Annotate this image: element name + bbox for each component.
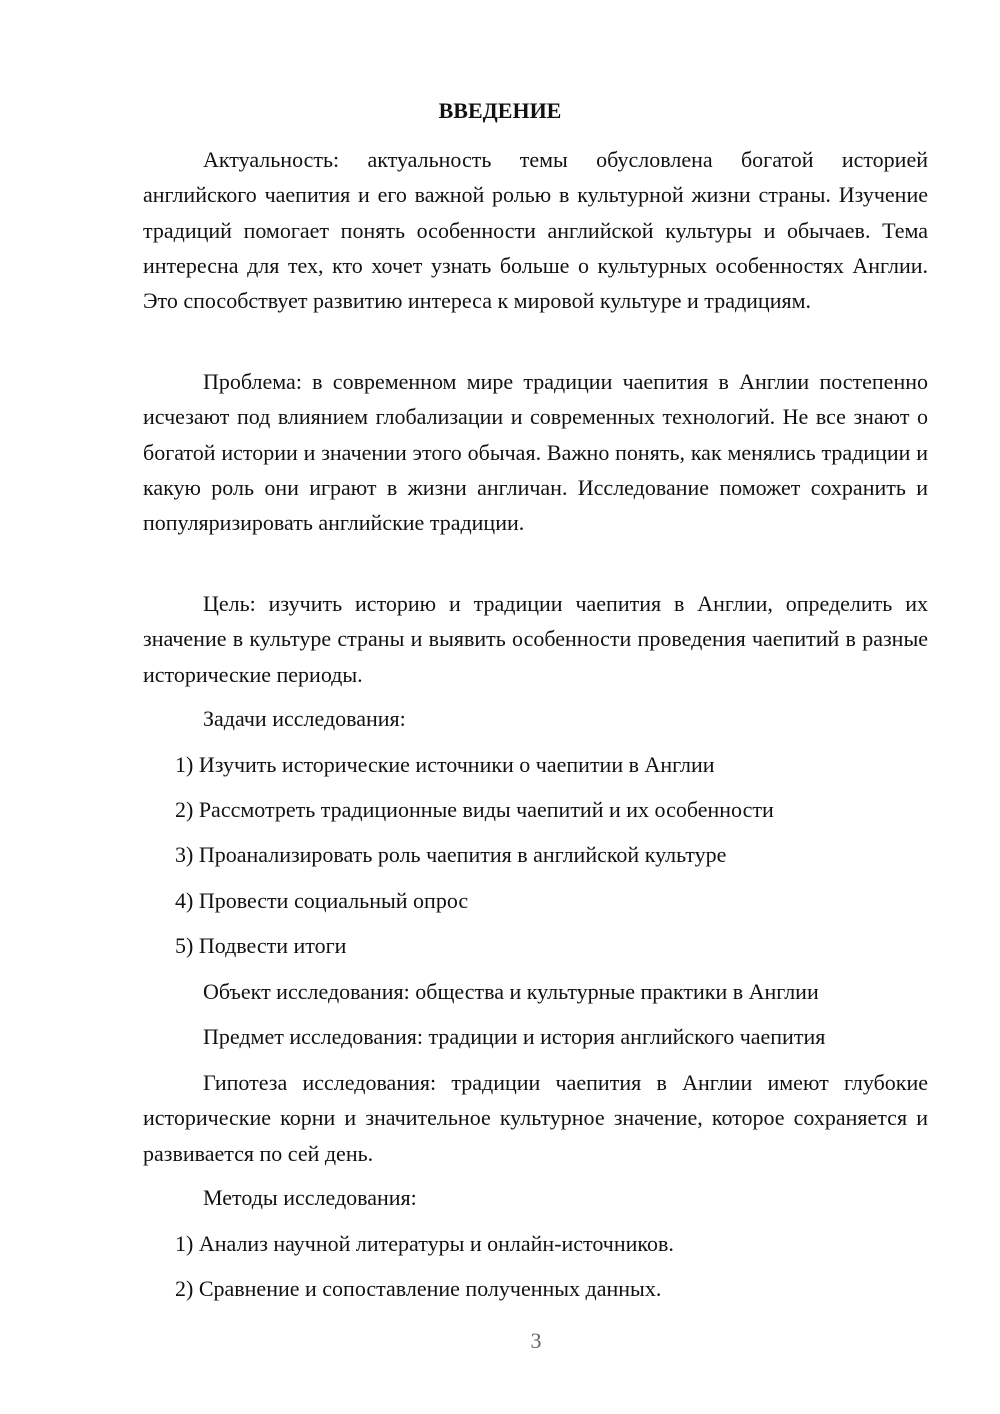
page-number: 3 — [530, 1328, 542, 1353]
task-item: 5) Подвести итоги — [175, 933, 347, 958]
research-object: Объект исследования: общества и культурные практики в Англии — [203, 979, 819, 1004]
method-item: 2) Сравнение и сопоставление полученных данных. — [175, 1276, 662, 1301]
task-item: 2) Рассмотреть традиционные виды чаепитий и их особенности — [175, 797, 774, 822]
research-subject: Предмет исследования: традиции и история английского чаепития — [203, 1024, 826, 1049]
page-title: ВВЕДЕНИЕ — [438, 98, 562, 123]
tasks-heading: Задачи исследования: — [203, 706, 406, 731]
paragraph-goal: Цель: изучить историю и традиции чаепития в Англии, определить их значение в культуре страны и выявить особенности проведения чаепитий в разные исторические периоды. — [143, 591, 928, 687]
method-item: 1) Анализ научной литературы и онлайн-источников. — [175, 1231, 674, 1256]
task-item: 4) Провести социальный опрос — [175, 888, 469, 913]
task-item: 1) Изучить исторические источники о чаепитии в Англии — [175, 752, 715, 777]
task-item: 3) Проанализировать роль чаепития в английской культуре — [175, 842, 727, 867]
paragraph-problem: Проблема: в современном мире традиции чаепития в Англии постепенно исчезают под влиянием глобализации и современных технологий. Не все знают о богатой истории и значении этого обычая. Важно понять, как менялись традиции и какую роль они играют в жизни англичан. Исследование поможет сохранить и популяризировать английские традиции. — [143, 369, 928, 536]
methods-heading: Методы исследования: — [203, 1185, 417, 1210]
paragraph-relevance: Актуальность: актуальность темы обусловлена богатой историей английского чаепития и его важной ролью в культурной жизни страны. Изучение традиций помогает понять особенности английской культуры и обычаев. Тема интересна для тех, кто хочет узнать больше о культурных особенностях Англии. Это способствует развитию интереса к мировой культуре и традициям. — [143, 147, 928, 314]
paragraph-hypothesis: Гипотеза исследования: традиции чаепития в Англии имеют глубокие исторические корни и значительное культурное значение, которое сохраняется и развивается по сей день. — [143, 1070, 928, 1166]
